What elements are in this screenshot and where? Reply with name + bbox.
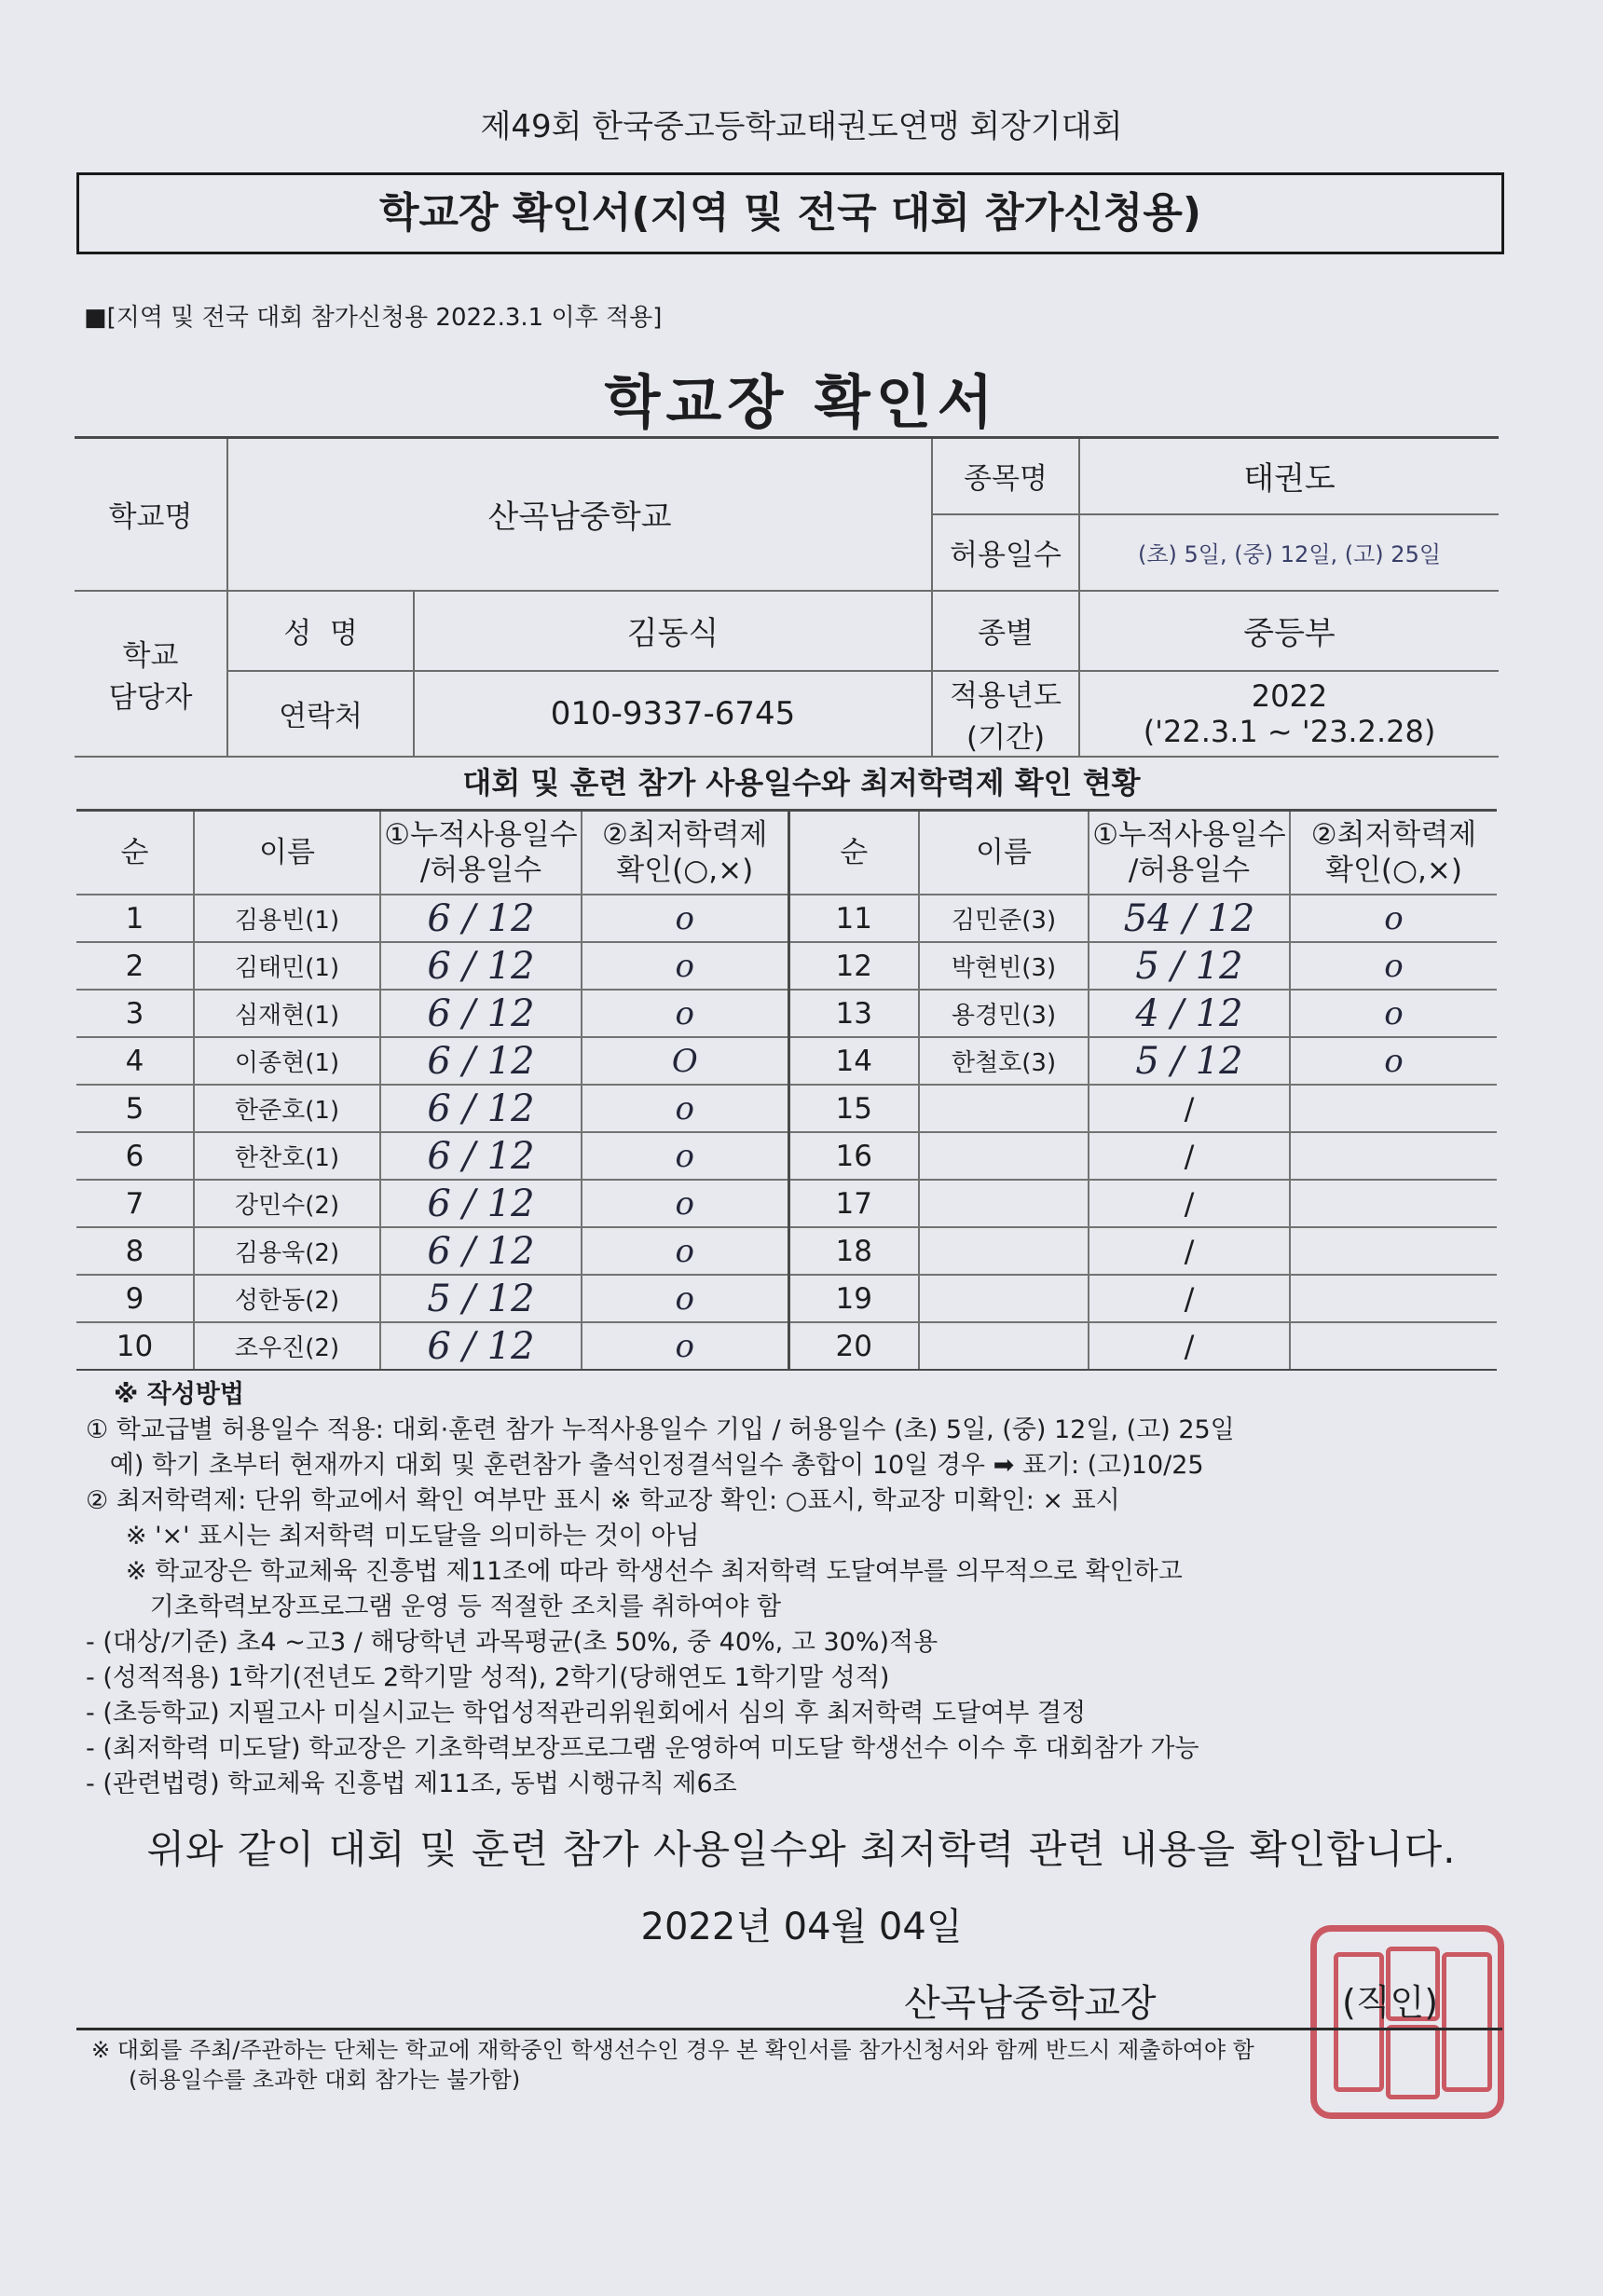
usage-days: 6 / 12 — [380, 942, 582, 990]
minimum-academic-check — [1290, 1275, 1497, 1322]
table-row — [76, 1037, 1497, 1085]
row-number: 1 — [76, 895, 194, 942]
issue-date: 2022년 04월 04일 — [640, 1906, 963, 1948]
col-use — [380, 811, 582, 895]
usage-days: 6 / 12 — [380, 1227, 582, 1275]
usage-days: 54 / 12 — [1089, 895, 1290, 942]
table-row — [76, 1227, 1497, 1275]
footer-line1: ※ 대회를 주최/주관하는 단체는 학교에 재학중인 학생선수인 경우 본 확인서를 참가신청서와 함께 반드시 제출하여야 함 — [91, 2037, 1254, 2063]
row-number: 19 — [788, 1275, 919, 1322]
student-name: 강민수(2) — [194, 1180, 380, 1227]
row-number: 15 — [788, 1085, 919, 1132]
student-name — [919, 1275, 1089, 1322]
row-number: 18 — [788, 1227, 919, 1275]
minimum-academic-check: o — [582, 1227, 788, 1275]
table-row — [76, 1132, 1497, 1180]
sport-label: 종목명 — [932, 438, 1079, 514]
writing-instructions — [86, 1377, 1235, 1802]
minimum-academic-check: o — [1290, 942, 1497, 990]
usage-days: 5 / 12 — [1089, 1037, 1290, 1085]
table-row — [76, 990, 1497, 1037]
student-name: 용경민(3) — [919, 990, 1089, 1037]
usage-days: / — [1089, 1085, 1290, 1132]
school-label: 학교명 — [75, 438, 227, 591]
usage-days: 4 / 12 — [1089, 990, 1290, 1037]
minimum-academic-check — [1290, 1322, 1497, 1370]
row-number: 17 — [788, 1180, 919, 1227]
student-name — [919, 1132, 1089, 1180]
minimum-academic-check — [1290, 1085, 1497, 1132]
minimum-academic-check: o — [582, 990, 788, 1037]
name-label: 성 명 — [227, 591, 414, 671]
row-number: 11 — [788, 895, 919, 942]
usage-days: / — [1089, 1227, 1290, 1275]
row-number: 12 — [788, 942, 919, 990]
col-check-line1: ②최저학력제 — [601, 818, 768, 852]
col-check — [582, 811, 788, 895]
note-line: ① 학교급별 허용일수 적용: 대회·훈련 참가 누적사용일수 기입 / 허용일수 (초) 5일, (중) 12일, (고) 25일 — [86, 1415, 1235, 1444]
name-value: 김동식 — [414, 591, 932, 671]
row-number: 8 — [76, 1227, 194, 1275]
usage-days: / — [1089, 1322, 1290, 1370]
division-label: 종별 — [932, 591, 1079, 671]
seal-label: (직인) — [1342, 1982, 1439, 2023]
col-use-right — [1089, 811, 1290, 895]
usage-days: 6 / 12 — [380, 1037, 582, 1085]
minimum-academic-check: o — [582, 1275, 788, 1322]
row-number: 16 — [788, 1132, 919, 1180]
minimum-academic-check: o — [582, 1132, 788, 1180]
school-name: 산곡남중학교 — [227, 438, 932, 591]
minimum-academic-check: o — [582, 942, 788, 990]
row-number: 9 — [76, 1275, 194, 1322]
student-name — [919, 1085, 1089, 1132]
col-no: 순 — [76, 811, 194, 895]
col-check-right-line2: 확인(○,×) — [1325, 854, 1462, 887]
col-name: 이름 — [194, 811, 380, 895]
student-name: 이종현(1) — [194, 1037, 380, 1085]
table-row — [76, 1180, 1497, 1227]
school-info-table — [75, 436, 1499, 758]
notes-heading: ※ 작성방법 — [114, 1380, 244, 1409]
student-name: 김용빈(1) — [194, 895, 380, 942]
row-number: 4 — [76, 1037, 194, 1085]
student-name: 김용욱(2) — [194, 1227, 380, 1275]
table-row — [76, 895, 1497, 942]
student-name: 조우진(2) — [194, 1322, 380, 1370]
year-value-line1: 2022 — [1251, 677, 1328, 714]
minimum-academic-check: o — [582, 1322, 788, 1370]
main-title: 학교장 확인서 — [604, 368, 999, 436]
note-line: - (성적적용) 1학기(전년도 2학기말 성적), 2학기(당해연도 1학기말 성적) — [86, 1663, 890, 1692]
col-use-right-line2: /허용일수 — [1128, 854, 1251, 887]
roster-table — [76, 809, 1497, 1371]
usage-days: 6 / 12 — [380, 1085, 582, 1132]
student-name: 박현빈(3) — [919, 942, 1089, 990]
table-row — [76, 1085, 1497, 1132]
row-number: 2 — [76, 942, 194, 990]
contact-value: 010-9337-6745 — [414, 671, 932, 757]
note-line: - (대상/기준) 초4 ~고3 / 해당학년 과목평균(초 50%, 중 40%, 고 30%)적용 — [86, 1628, 939, 1657]
year-label-line2: (기간) — [966, 720, 1046, 755]
note-line: 예) 학기 초부터 현재까지 대회 및 훈련참가 출석인정결석일수 총합이 10일 경우 ➡ 표기: (고)10/25 — [86, 1451, 1204, 1480]
usage-days: / — [1089, 1180, 1290, 1227]
minimum-academic-check: o — [582, 1085, 788, 1132]
col-use-line2: /허용일수 — [419, 854, 542, 887]
applicability-note: ■[지역 및 전국 대회 참가신청용 2022.3.1 이후 적용] — [84, 304, 663, 332]
col-no-right: 순 — [788, 811, 919, 895]
division-value: 중등부 — [1079, 591, 1499, 671]
allowed-days-value: (초) 5일, (중) 12일, (고) 25일 — [1079, 514, 1499, 591]
note-line: ※ 학교장은 학교체육 진흥법 제11조에 따라 학생선수 최저학력 도달여부를 의무적으로 확인하고 — [86, 1557, 1183, 1586]
student-name: 한철호(3) — [919, 1037, 1089, 1085]
col-check-line2: 확인(○,×) — [616, 854, 754, 887]
confirmation-statement: 위와 같이 대회 및 훈련 참가 사용일수와 최저학력 관련 내용을 확인합니다. — [146, 1826, 1457, 1872]
col-use-right-line1: ①누적사용일수 — [1092, 818, 1286, 852]
usage-days: 6 / 12 — [380, 990, 582, 1037]
note-line: ② 최저학력제: 단위 학교에서 확인 여부만 표시 ※ 학교장 확인: ○표시, 학교장 미확인: × 표시 — [86, 1486, 1120, 1515]
principal-name: 산곡남중학교장 — [904, 1982, 1157, 2025]
minimum-academic-check: O — [582, 1037, 788, 1085]
row-number: 13 — [788, 990, 919, 1037]
usage-days: 6 / 12 — [380, 1180, 582, 1227]
student-name: 성한동(2) — [194, 1275, 380, 1322]
usage-days: 6 / 12 — [380, 1322, 582, 1370]
row-number: 3 — [76, 990, 194, 1037]
minimum-academic-check: o — [582, 1180, 788, 1227]
usage-days: / — [1089, 1132, 1290, 1180]
note-line: - (최저학력 미도달) 학교장은 기초학력보장프로그램 운영하여 미도달 학생선수 이수 후 대회참가 가능 — [86, 1734, 1199, 1763]
col-check-right — [1290, 811, 1497, 895]
minimum-academic-check — [1290, 1180, 1497, 1227]
year-label-line1: 적용년도 — [950, 678, 1062, 713]
table-row — [76, 942, 1497, 990]
staff-label-line2: 담당자 — [108, 680, 193, 715]
minimum-academic-check: o — [1290, 1037, 1497, 1085]
col-check-right-line1: ②최저학력제 — [1310, 818, 1477, 852]
usage-days: 5 / 12 — [1089, 942, 1290, 990]
student-name: 김민준(3) — [919, 895, 1089, 942]
col-use-line1: ①누적사용일수 — [384, 818, 578, 852]
year-value — [1079, 671, 1499, 757]
student-name: 심재현(1) — [194, 990, 380, 1037]
row-number: 5 — [76, 1085, 194, 1132]
col-name-right: 이름 — [919, 811, 1089, 895]
staff-label-line1: 학교 — [122, 638, 179, 673]
student-name: 한찬호(1) — [194, 1132, 380, 1180]
row-number: 20 — [788, 1322, 919, 1370]
note-line: ※ '×' 표시는 최저학력 미도달을 의미하는 것이 아님 — [86, 1522, 700, 1551]
row-number: 14 — [788, 1037, 919, 1085]
footer-note — [91, 2035, 1254, 2095]
table-row — [76, 1322, 1497, 1370]
usage-days: 6 / 12 — [380, 895, 582, 942]
usage-days: / — [1089, 1275, 1290, 1322]
usage-days: 5 / 12 — [380, 1275, 582, 1322]
usage-days: 6 / 12 — [380, 1132, 582, 1180]
minimum-academic-check — [1290, 1227, 1497, 1275]
minimum-academic-check: o — [1290, 895, 1497, 942]
allowed-days-label: 허용일수 — [932, 514, 1079, 591]
row-number: 10 — [76, 1322, 194, 1370]
note-line: - (초등학교) 지필고사 미실시교는 학업성적관리위원회에서 심의 후 최저학력 도달여부 결정 — [86, 1699, 1087, 1728]
year-value-line2: ('22.3.1 ~ '23.2.28) — [1143, 713, 1436, 749]
student-name — [919, 1322, 1089, 1370]
document-title-box: 학교장 확인서(지역 및 전국 대회 참가신청용) — [76, 172, 1504, 254]
note-line: 기초학력보장프로그램 운영 등 적절한 조치를 취하여야 함 — [86, 1592, 782, 1621]
competition-title: 제49회 한국중고등학교태권도연맹 회장기대회 — [480, 108, 1123, 145]
footer-divider — [76, 2028, 1502, 2030]
note-line: - (관련법령) 학교체육 진흥법 제11조, 동법 시행규칙 제6조 — [86, 1770, 737, 1798]
sport-value: 태권도 — [1079, 438, 1499, 514]
student-name — [919, 1227, 1089, 1275]
minimum-academic-check — [1290, 1132, 1497, 1180]
row-number: 7 — [76, 1180, 194, 1227]
footer-line2: (허용일수를 초과한 대회 참가는 불가함) — [129, 2067, 521, 2093]
year-label — [932, 671, 1079, 757]
contact-label: 연락처 — [227, 671, 414, 757]
staff-label — [75, 591, 227, 757]
student-name: 한준호(1) — [194, 1085, 380, 1132]
row-number: 6 — [76, 1132, 194, 1180]
roster-heading: 대회 및 훈련 참가 사용일수와 최저학력제 확인 현황 — [462, 765, 1141, 800]
minimum-academic-check: o — [582, 895, 788, 942]
table-row — [76, 1275, 1497, 1322]
minimum-academic-check: o — [1290, 990, 1497, 1037]
student-name — [919, 1180, 1089, 1227]
student-name: 김태민(1) — [194, 942, 380, 990]
